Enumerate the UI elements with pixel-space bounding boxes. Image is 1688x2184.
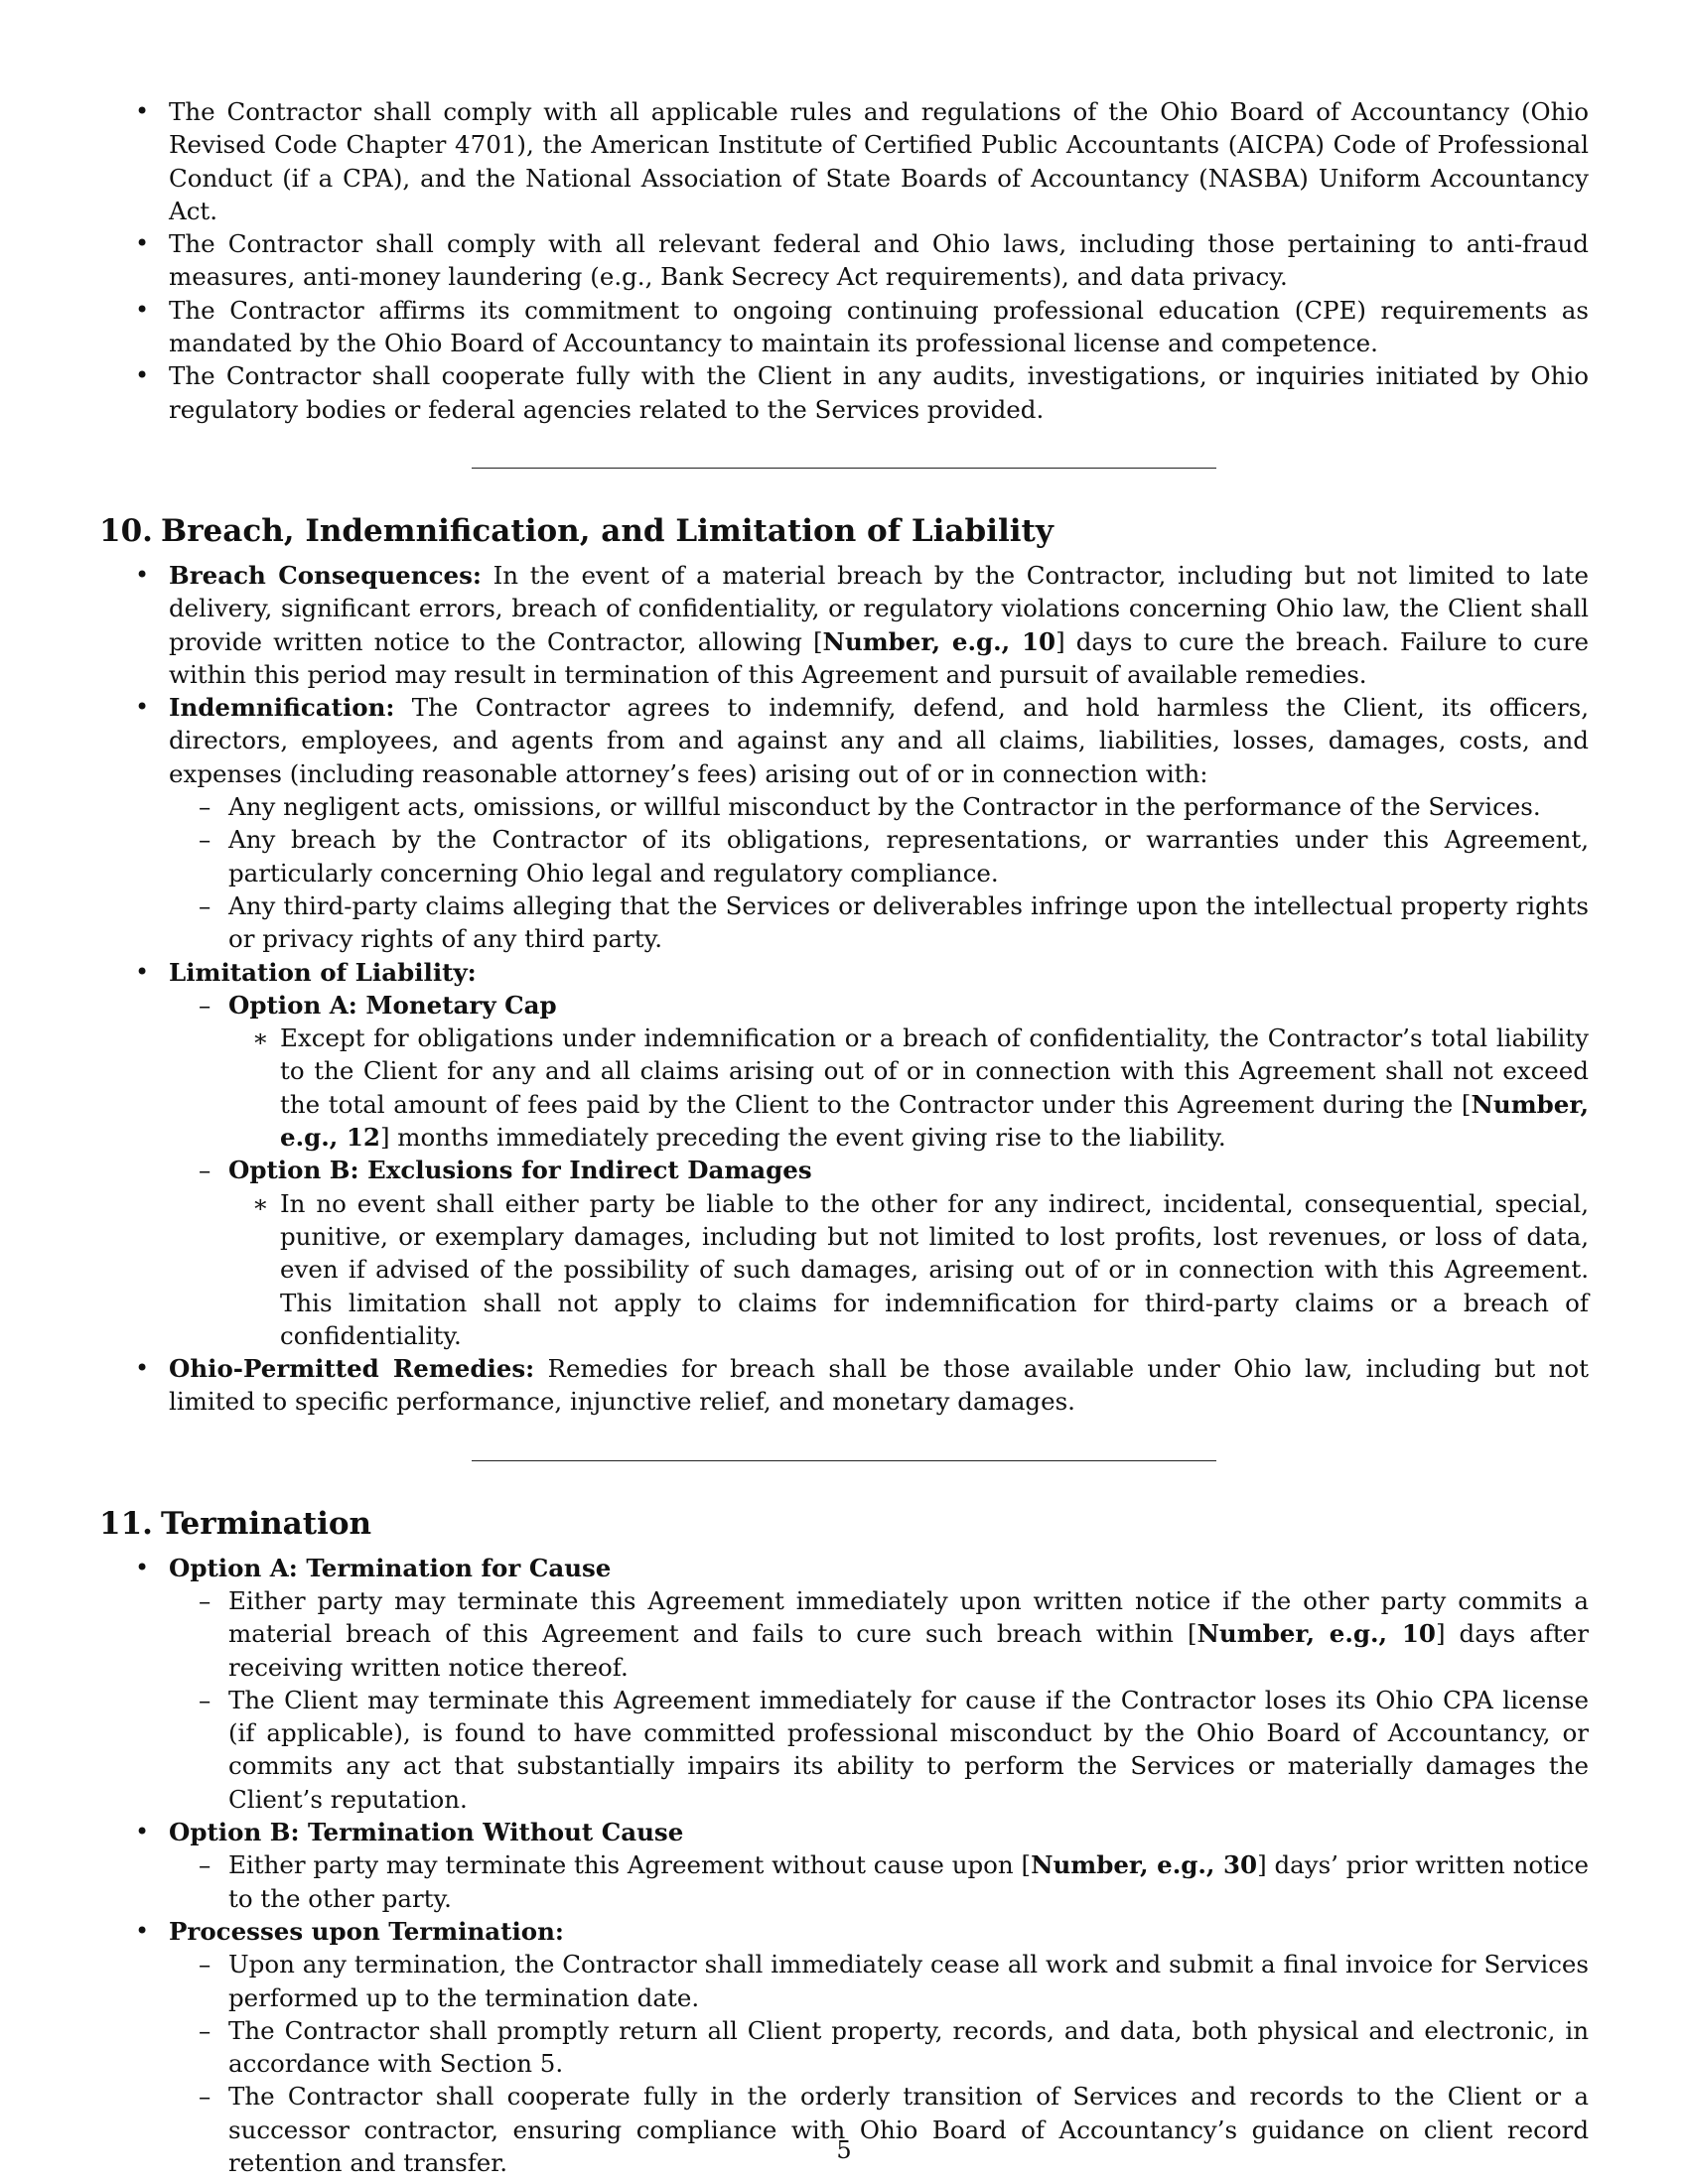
placeholder-field: Number, e.g., 12 [280, 1089, 1589, 1153]
sub-item [169, 1848, 1589, 1915]
limitation-of-liability-item [99, 956, 1589, 1353]
list-item [99, 359, 1589, 426]
breach-consequences-item [99, 559, 1589, 691]
item-text: The Client may terminate this Agreement immediately for cause if the Contractor loses its Ohio CPA license (if applicable), is found to have committed professional misconduct by the Ohio Board of Accountancy, or commits any act that substantially impairs its ability to perform the Services or materially damages the Client’s reputation. [228, 1685, 1589, 1814]
item-text: Upon any termination, the Contractor shall immediately cease all work and submit a final invoice for Services performed up to the termination date. [228, 1950, 1589, 2012]
placeholder-field: Number, e.g., 30 [1031, 1850, 1258, 1880]
document-page [99, 95, 1589, 2179]
section-11-list [99, 1552, 1589, 2180]
section-10-list [99, 559, 1589, 1419]
indemnification-item [99, 691, 1589, 955]
sub-item [169, 1684, 1589, 1816]
option-label: Option B: Termination Without Cause [169, 1818, 684, 1847]
section-10-heading [99, 511, 1589, 551]
sub-item [169, 1948, 1589, 2014]
sub-item [169, 889, 1589, 956]
item-text: The Contractor shall promptly return all Client property, records, and data, both physical and electronic, in accordance with Section 5. [228, 2015, 1589, 2079]
sub-item [169, 2080, 1589, 2179]
section-title: Breach, Indemnification, and Limitation of Liability [161, 512, 1054, 549]
item-text: Either party may terminate this Agreement without cause upon [ [228, 1850, 1032, 1880]
sub-item [169, 1584, 1589, 1684]
option-a-monetary-cap [169, 989, 1589, 1154]
limitation-options [169, 989, 1589, 1352]
option-b-exclusions [169, 1154, 1589, 1352]
bullet-text: The Contractor shall cooperate fully with the Client in any audits, investigations, or inquiries initiated by Ohio regulatory bodies or federal agencies related to the Services provided. [169, 361, 1589, 424]
sub-item-text: Any third-party claims alleging that the Services or deliverables infringe upon the intellectual property rights or privacy rights of any third party. [228, 890, 1589, 954]
item-text: ] days after receiving written notice thereof. [228, 1619, 1589, 1682]
option-b-sublist [228, 1187, 1589, 1352]
section-number: 10. [99, 512, 153, 549]
sub-sub-item [228, 1022, 1589, 1154]
compliance-bullet-list [99, 95, 1589, 426]
item-text: In no event shall either party be liable to the other for any indirect, incidental, consequential, special, punitive, or exemplary damages, including but not limited to lost profits, lost revenues, or loss of data, even if advised of the possibility of such damages, arising out of or in connection with this Agreement. This limitation shall not apply to claims for indemnification for third-party claims or a breach of confidentiality. [280, 1188, 1589, 1350]
item-text: ] days to cure the breach. Failure to cure within this period may result in termination of this Agreement and pursuit of available remedies. [169, 626, 1590, 689]
item-text: In the event of a material breach by the Contractor, including but not limited to late delivery, significant errors, breach of confidentiality, or regulatory violations concerning Ohio law, the Client shall provide written notice to the Contractor, allowing [ [169, 560, 1590, 656]
bullet-text: The Contractor shall comply with all applicable rules and regulations of the Ohio Board of Accountancy (Ohio Revised Code Chapter 4701), the American Institute of Certified Public Accountants (AICPA) Code of Professional Conduct (if a CPA), and the National Association of State Boards of Accountancy (NASBA) Uniform Accountancy Act. [169, 97, 1589, 225]
item-label: Breach Consequences: [169, 560, 482, 590]
termination-for-cause-item [99, 1552, 1589, 1816]
sub-item-text: Any breach by the Contractor of its obligations, representations, or warranties under this Agreement, particularly concerning Ohio legal and regulatory compliance. [228, 825, 1589, 887]
section-number: 11. [99, 1505, 153, 1542]
item-label: Processes upon Termination: [169, 1916, 564, 1946]
option-label: Option A: Monetary Cap [228, 990, 557, 1020]
option-label: Option B: Exclusions for Indirect Damages [228, 1156, 812, 1185]
page-number: 5 [836, 2136, 852, 2164]
item-label: Ohio-Permitted Remedies: [169, 1354, 535, 1384]
placeholder-field: Number, e.g., 10 [1196, 1619, 1436, 1649]
section-title: Termination [161, 1505, 372, 1542]
list-item [99, 95, 1589, 227]
termination-without-cause-item [99, 1816, 1589, 1915]
item-text: Remedies for breach shall be those available under Ohio law, including but not limited to specific performance, injunctive relief, and monetary damages. [169, 1354, 1589, 1417]
placeholder-field: Number, e.g., 10 [822, 626, 1056, 656]
sub-item-text: Any negligent acts, omissions, or willful misconduct by the Contractor in the performance of the Services. [228, 792, 1541, 822]
sub-item [169, 790, 1589, 823]
option-a-sublist [228, 1022, 1589, 1154]
item-text: The Contractor agrees to indemnify, defend, and hold harmless the Client, its officers, directors, employees, and agents from and against any and all claims, liabilities, losses, damages, costs, and expenses (including reasonable attorney’s fees) arising out of or in connection with: [169, 693, 1589, 788]
bullet-text: The Contractor shall comply with all relevant federal and Ohio laws, including those pertaining to anti-fraud measures, anti-money laundering (e.g., Bank Secrecy Act requirements), and data privacy. [169, 229, 1589, 292]
item-label: Indemnification: [169, 693, 395, 723]
section-11-heading [99, 1504, 1589, 1544]
sub-item [169, 2014, 1589, 2081]
indemnification-sublist [169, 790, 1589, 955]
item-text: ] months immediately preceding the event giving rise to the liability. [379, 1123, 1226, 1153]
sub-item [169, 823, 1589, 889]
item-text: Except for obligations under indemnification or a breach of confidentiality, the Contractor’s total liability to the Client for any and all claims arising out of or in connection with this Agreement shall not exceed the total amount of fees paid by the Client to the Contractor under this Agreement during the [ [280, 1024, 1589, 1119]
bullet-text: The Contractor affirms its commitment to ongoing continuing professional education (CPE) requirements as mandated by the Ohio Board of Accountancy to maintain its professional license and competence. [169, 295, 1589, 358]
item-label: Limitation of Liability: [169, 957, 477, 987]
list-item [99, 227, 1589, 294]
list-item [99, 294, 1589, 360]
option-label: Option A: Termination for Cause [169, 1553, 612, 1582]
cause-sublist [169, 1584, 1589, 1816]
without-cause-sublist [169, 1848, 1589, 1915]
item-text: Either party may terminate this Agreement immediately upon written notice if the other party commits a material breach of this Agreement and fails to cure such breach within [ [228, 1585, 1589, 1649]
item-text: The Contractor shall cooperate fully in the orderly transition of Services and records to the Client or a successor contractor, ensuring compliance with Ohio Board of Accountancy’s guidance on client record retention and transfer. [228, 2082, 1589, 2178]
sub-sub-item [228, 1187, 1589, 1352]
remedies-item [99, 1352, 1589, 1419]
item-text: ] days’ prior written notice to the other party. [228, 1850, 1589, 1913]
